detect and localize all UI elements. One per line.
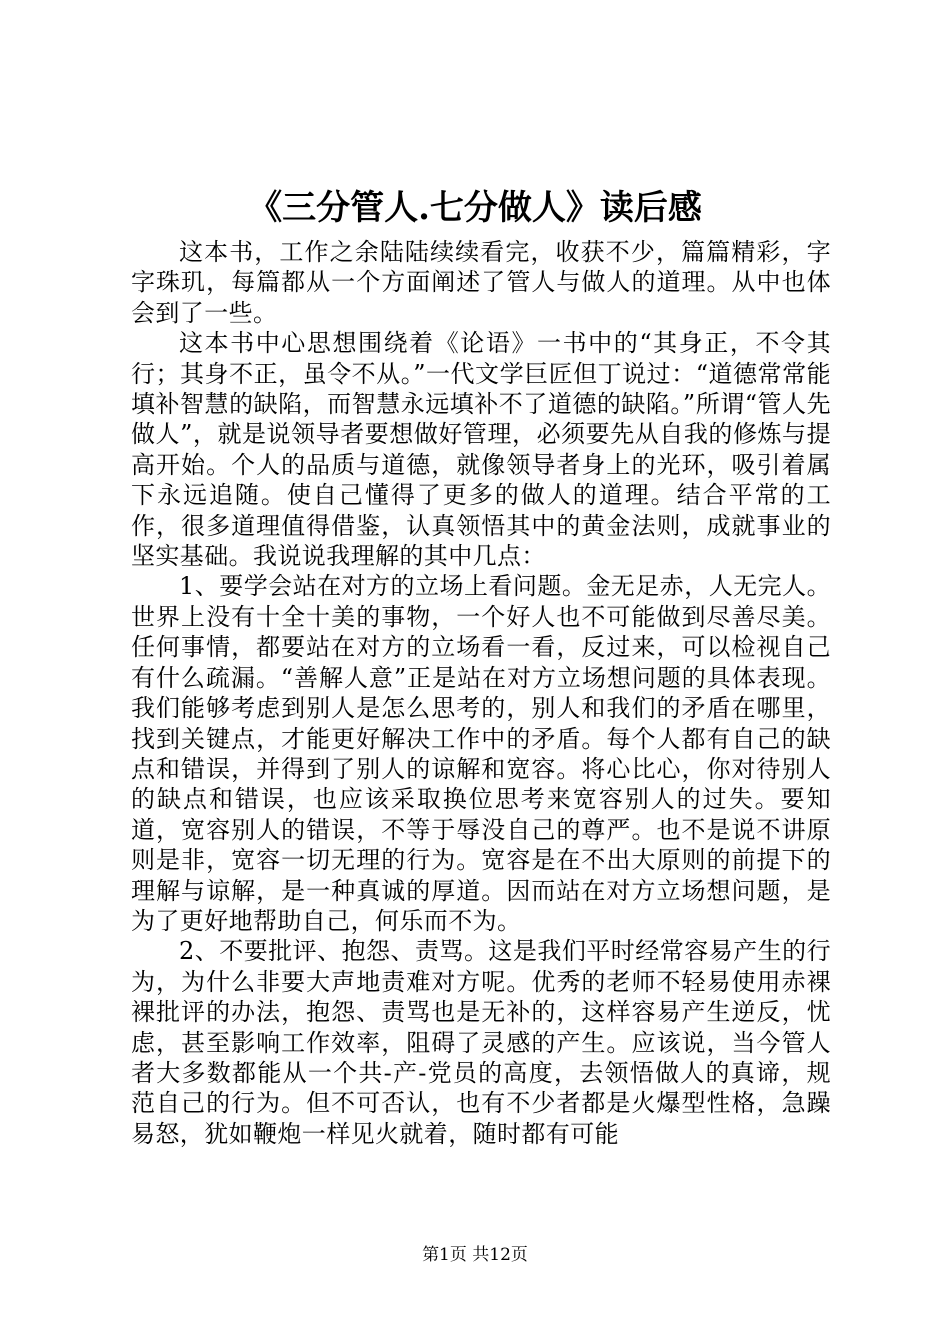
document-body — [131, 237, 831, 1149]
paragraph-point-2: 2、不要批评、抱怨、责骂。这是我们平时经常容易产生的行为，为什么非要大声地责难对方呢。优秀的老师不轻易使用赤裸裸批评的办法，抱怨、责骂也是无补的，这样容易产生逆反，忧虑，甚至影响工作效率，阻碍了灵感的产生。应该说，当今管人者大多数都能从一个共-产-党员的高度，去领悟做人的真谛，规范自己的行为。但不可否认，也有不少者都是火爆型性格，急躁易怒，犹如鞭炮一样见火就着，随时都有可能 — [131, 937, 831, 1148]
paragraph-point-1: 1、要学会站在对方的立场上看问题。金无足赤，人无完人。世界上没有十全十美的事物，一个好人也不可能做到尽善尽美。任何事情，都要站在对方的立场看一看，反过来，可以检视自己有什么疏漏。“善解人意”正是站在对方立场想问题的具体表现。我们能够考虑到别人是怎么思考的，别人和我们的矛盾在哪里，找到关键点，才能更好解决工作中的矛盾。每个人都有自己的缺点和错误，并得到了别人的谅解和宽容。将心比心，你对待别人的缺点和错误，也应该采取换位思考来宽容别人的过失。要知道，宽容别人的错误，不等于辱没自己的尊严。也不是说不讲原则是非，宽容一切无理的行为。宽容是在不出大原则的前提下的理解与谅解，是一种真诚的厚道。因而站在对方立场想问题，是为了更好地帮助自己，何乐而不为。 — [131, 572, 831, 935]
document-title: 《三分管人.七分做人》读后感 — [248, 188, 702, 228]
paragraph-intro: 这本书，工作之余陆陆续续看完，收获不少，篇篇精彩，字字珠玑，每篇都从一个方面阐述了管人与做人的道理。从中也体会到了一些。 — [131, 238, 831, 327]
page-number-footer: 第1页 共12页 — [422, 1245, 528, 1265]
paragraph-main-idea: 这本书中心思想围绕着《论语》一书中的“其身正，不令其行；其身不正，虽令不从。”一代文学巨匠但丁说过：“道德常常能填补智慧的缺陷，而智慧永远填补不了道德的缺陷。”所谓“管人先做人”，就是说领导者要想做好管理，必须要先从自我的修炼与提高开始。个人的品质与道德，就像领导者身上的光环，吸引着属下永远追随。使自己懂得了更多的做人的道理。结合平常的工作，很多道理值得借鉴，认真领悟其中的黄金法则，成就事业的坚实基础。我说说我理解的其中几点： — [131, 329, 831, 571]
